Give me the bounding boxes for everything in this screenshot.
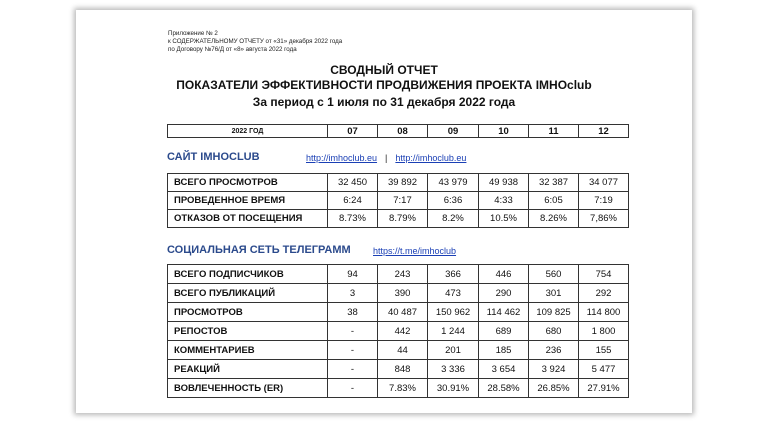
month-11: 11 — [529, 125, 579, 138]
metric-value: 6:24 — [328, 192, 378, 210]
appendix-line: по Договору №76/Д от «8» августа 2022 года — [168, 46, 297, 54]
telegram-link[interactable]: https://t.me/imhoclub — [373, 246, 457, 256]
report-period: За период с 1 июля по 31 декабря 2022 года — [252, 95, 516, 109]
metric-value: 8.73% — [328, 210, 378, 228]
appendix-line: к СОДЕРЖАТЕЛЬНОМУ ОТЧЕТУ от «31» декабря 2022 года — [168, 38, 343, 46]
site-link-2[interactable]: http://imhoclub.eu — [395, 153, 467, 163]
metric-label: ОТКАЗОВ ОТ ПОСЕЩЕНИЯ — [168, 210, 328, 228]
metric-value: 290 — [479, 284, 529, 303]
metric-value: 366 — [428, 265, 479, 284]
site-metric-row — [168, 192, 629, 210]
metric-value: 49 938 — [479, 174, 529, 192]
metric-value: 150 962 — [428, 303, 479, 322]
metric-value: 26.85% — [529, 379, 579, 398]
site-metric-row — [168, 174, 629, 192]
metric-value: 40 487 — [378, 303, 428, 322]
metric-value: 28.58% — [479, 379, 529, 398]
metric-value: - — [328, 379, 378, 398]
telegram-metric-row — [168, 265, 629, 284]
metric-value: 689 — [479, 322, 529, 341]
metric-value: 7,86% — [579, 210, 629, 228]
month-08: 08 — [378, 125, 428, 138]
metric-value: 390 — [378, 284, 428, 303]
year-header-table — [167, 124, 629, 138]
metric-value: 10.5% — [479, 210, 529, 228]
metric-label: ВОВЛЕЧЕННОСТЬ (ER) — [168, 379, 328, 398]
telegram-metric-row — [168, 284, 629, 303]
metric-value: 5 477 — [579, 360, 629, 379]
metric-label: ВСЕГО ПОДПИСЧИКОВ — [168, 265, 328, 284]
appendix-line: Приложение № 2 — [168, 30, 218, 37]
appendix-note — [168, 30, 342, 55]
link-separator: | — [385, 153, 388, 163]
telegram-metric-row — [168, 379, 629, 398]
metric-value: 3 654 — [479, 360, 529, 379]
telegram-metric-row — [168, 341, 629, 360]
metric-value: 7:17 — [378, 192, 428, 210]
metric-value: 8.2% — [428, 210, 479, 228]
metric-value: 32 450 — [328, 174, 378, 192]
metric-value: 39 892 — [378, 174, 428, 192]
metric-value: 8.79% — [378, 210, 428, 228]
metric-label: ПРОВЕДЕННОЕ ВРЕМЯ — [168, 192, 328, 210]
metric-value: 34 077 — [579, 174, 629, 192]
telegram-metric-row — [168, 303, 629, 322]
metric-value: 6:05 — [529, 192, 579, 210]
metric-value: 4:33 — [479, 192, 529, 210]
metric-value: 1 244 — [428, 322, 479, 341]
metric-value: 243 — [378, 265, 428, 284]
site-link-1[interactable]: http://imhoclub.eu — [306, 153, 378, 163]
metric-value: 8.26% — [529, 210, 579, 228]
metric-value: 7:19 — [579, 192, 629, 210]
metric-label: ВСЕГО ПУБЛИКАЦИЙ — [168, 284, 328, 303]
metric-value: 38 — [328, 303, 378, 322]
metric-value: 3 924 — [529, 360, 579, 379]
year-label: 2022 ГОД — [168, 125, 328, 138]
metric-value: 30.91% — [428, 379, 479, 398]
site-section-heading: САЙТ IMHOCLUB — [167, 151, 260, 163]
metric-value: 292 — [579, 284, 629, 303]
year-row — [168, 125, 629, 138]
metric-value: 109 825 — [529, 303, 579, 322]
telegram-links — [373, 246, 456, 256]
month-07: 07 — [328, 125, 378, 138]
metric-value: 236 — [529, 341, 579, 360]
report-title: СВОДНЫЙ ОТЧЕТ — [330, 63, 438, 77]
telegram-metric-row — [168, 360, 629, 379]
telegram-section-heading: СОЦИАЛЬНАЯ СЕТЬ ТЕЛЕГРАММ — [167, 244, 351, 256]
metric-value: 754 — [579, 265, 629, 284]
metric-value: 201 — [428, 341, 479, 360]
metric-value: 446 — [479, 265, 529, 284]
metric-value: 94 — [328, 265, 378, 284]
metric-value: 442 — [378, 322, 428, 341]
metric-label: КОММЕНТАРИЕВ — [168, 341, 328, 360]
month-10: 10 — [479, 125, 529, 138]
site-metric-row — [168, 210, 629, 228]
metric-label: РЕПОСТОВ — [168, 322, 328, 341]
metric-value: 155 — [579, 341, 629, 360]
metric-value: 43 979 — [428, 174, 479, 192]
metric-value: 114 800 — [579, 303, 629, 322]
telegram-metric-row — [168, 322, 629, 341]
metric-value: 3 336 — [428, 360, 479, 379]
metric-value: 32 387 — [529, 174, 579, 192]
metric-value: 3 — [328, 284, 378, 303]
metric-value: - — [328, 341, 378, 360]
telegram-metrics-table — [167, 264, 629, 398]
metric-value: 848 — [378, 360, 428, 379]
metric-value: 6:36 — [428, 192, 479, 210]
month-12: 12 — [579, 125, 629, 138]
metric-value: 560 — [529, 265, 579, 284]
report-subtitle: ПОКАЗАТЕЛИ ЭФФЕКТИВНОСТИ ПРОДВИЖЕНИЯ ПРОЕКТА IMHOclub — [176, 78, 592, 92]
metric-value: 27.91% — [579, 379, 629, 398]
metric-value: - — [328, 360, 378, 379]
metric-value: 7.83% — [378, 379, 428, 398]
site-metrics-table — [167, 173, 629, 228]
metric-value: 1 800 — [579, 322, 629, 341]
metric-value: 185 — [479, 341, 529, 360]
metric-value: 473 — [428, 284, 479, 303]
metric-label: РЕАКЦИЙ — [168, 360, 328, 379]
metric-label: ПРОСМОТРОВ — [168, 303, 328, 322]
metric-value: 680 — [529, 322, 579, 341]
month-09: 09 — [428, 125, 479, 138]
metric-value: 301 — [529, 284, 579, 303]
metric-value: 44 — [378, 341, 428, 360]
metric-label: ВСЕГО ПРОСМОТРОВ — [168, 174, 328, 192]
site-links — [306, 153, 466, 163]
metric-value: - — [328, 322, 378, 341]
metric-value: 114 462 — [479, 303, 529, 322]
